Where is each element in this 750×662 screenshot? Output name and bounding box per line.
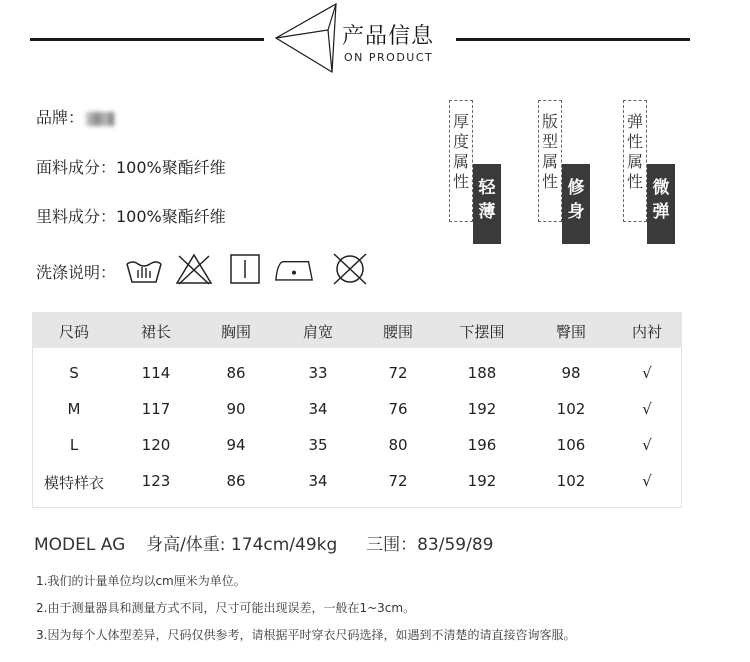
- size-table-cell: 192: [467, 472, 497, 490]
- size-table-column-header: 内衬: [631, 323, 662, 341]
- size-table-cell: 72: [388, 472, 408, 490]
- elasticity-label: 弹 性 属 性: [626, 112, 643, 191]
- size-table-column-header: 尺码: [58, 323, 89, 341]
- hand-wash-icon: [124, 252, 164, 286]
- fit-attribute: [538, 100, 596, 240]
- size-table-cell: √: [642, 364, 652, 382]
- size-table-cell: 35: [308, 436, 328, 454]
- size-table-cell: M: [67, 400, 81, 418]
- size-table-cell: 94: [226, 436, 246, 454]
- size-table-cell: 102: [556, 400, 586, 418]
- size-table-cell: 33: [308, 364, 328, 382]
- size-table-cell: 76: [388, 400, 408, 418]
- size-table-column-header: 裙长: [140, 323, 171, 341]
- note-3: 3.因为每个人体型差异，尺码仅供参考，请根据平时穿衣尺码选择，如遇到不清楚的请直接咨询客服。: [36, 628, 576, 642]
- size-table-column-header: 胸围: [220, 323, 251, 341]
- brand-row: [36, 105, 114, 128]
- size-table-cell: 80: [388, 436, 408, 454]
- line-dry-icon: [226, 252, 266, 286]
- model-measurements: 三围：83/59/89: [366, 535, 494, 555]
- no-dry-clean-icon: [330, 252, 370, 286]
- size-table-cell: 188: [467, 364, 497, 382]
- iron-low-icon: [274, 252, 314, 286]
- header-rule-right: [456, 38, 690, 41]
- size-table-cell: 120: [141, 436, 171, 454]
- size-table-cell: √: [642, 472, 652, 490]
- size-table-cell: √: [642, 436, 652, 454]
- size-table-column-header: 肩宽: [302, 323, 333, 341]
- thickness-label: 厚 度 属 性: [452, 112, 469, 191]
- lining-composition: 里料成分：100%聚酯纤维: [36, 207, 226, 226]
- page-title: 产品信息: [342, 24, 435, 49]
- size-table-column-header: 臀围: [555, 323, 586, 341]
- size-table-cell: S: [69, 364, 79, 382]
- thickness-attribute: [449, 100, 507, 240]
- size-table-cell: 106: [556, 436, 586, 454]
- size-table-cell: 123: [141, 472, 171, 490]
- size-table-cell: 86: [226, 364, 246, 382]
- brand-label: 品牌：: [36, 108, 85, 127]
- triangle-logo-icon: [272, 0, 342, 74]
- size-table-cell: 90: [226, 400, 246, 418]
- size-table-cell: 114: [141, 364, 171, 382]
- fabric-composition: 面料成分：100%聚酯纤维: [36, 158, 226, 177]
- size-table-cell: 102: [556, 472, 586, 490]
- elasticity-value: 微 弹: [652, 178, 670, 222]
- size-table-cell: 34: [308, 472, 328, 490]
- elasticity-attribute: [623, 100, 681, 240]
- fit-value: 修 身: [567, 178, 585, 222]
- size-table-cell: 72: [388, 364, 408, 382]
- no-bleach-icon: [174, 252, 214, 286]
- size-table-cell: √: [642, 400, 652, 418]
- note-2: 2.由于测量器具和测量方式不同，尺寸可能出现误差，一般在1~3cm。: [36, 601, 416, 615]
- model-name: MODEL AG: [34, 535, 126, 555]
- page-subtitle: ON PRODUCT: [344, 51, 434, 64]
- size-table-cell: 196: [467, 436, 497, 454]
- size-table-cell: 34: [308, 400, 328, 418]
- note-1: 1.我们的计量单位均以cm厘米为单位。: [36, 574, 246, 588]
- size-table-cell: 192: [467, 400, 497, 418]
- brand-logo-blurred: [86, 112, 114, 126]
- size-table-cell: L: [69, 436, 79, 454]
- header-rule-left: [30, 38, 264, 41]
- size-table-cell: 86: [226, 472, 246, 490]
- size-table-cell: 117: [141, 400, 171, 418]
- fit-label: 版 型 属 性: [541, 112, 558, 191]
- model-info: [34, 530, 493, 555]
- size-table-cell: 98: [561, 364, 581, 382]
- size-table-column-header: 下摆围: [459, 323, 505, 341]
- size-table-cell: 模特样衣: [43, 474, 104, 492]
- wash-instructions-label: 洗涤说明：: [36, 263, 117, 282]
- thickness-value: 轻 薄: [478, 178, 496, 222]
- model-height-weight: 身高/体重: 174cm/49kg: [146, 535, 338, 555]
- size-table-column-header: 腰围: [382, 323, 413, 341]
